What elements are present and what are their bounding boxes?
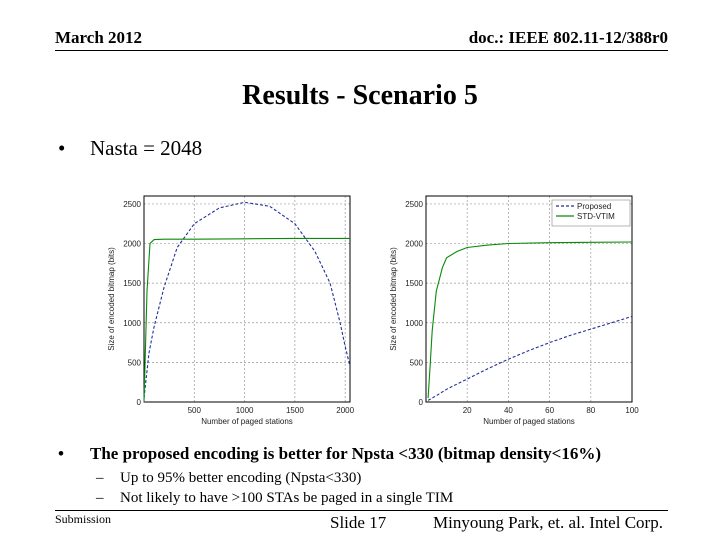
y-tick-label: 500	[127, 358, 141, 368]
x-axis-label: Number of paged stations	[483, 417, 575, 426]
x-tick-label: 100	[625, 406, 639, 415]
bullet-marker: •	[58, 444, 64, 463]
y-axis-label: Size of encoded bitmap (bits)	[107, 247, 116, 351]
x-tick-label: 1500	[285, 406, 304, 415]
x-tick-label: 1000	[235, 406, 254, 415]
header-doc-id: doc.: IEEE 802.11-12/388r0	[468, 28, 668, 47]
footer-submission: Submission	[55, 512, 112, 526]
y-tick-label: 0	[136, 398, 141, 407]
x-tick-label: 500	[187, 406, 201, 415]
chart-right	[382, 190, 644, 430]
x-tick-label: 80	[586, 406, 596, 415]
x-axis-label: Number of paged stations	[201, 417, 293, 426]
slide-title: Results - Scenario 5	[242, 80, 478, 111]
y-tick-label: 2000	[123, 239, 141, 249]
header-date: March 2012	[55, 28, 143, 47]
footer-author: Minyoung Park, et. al. Intel Corp.	[433, 513, 663, 532]
bullet-nasta	[58, 136, 202, 161]
y-tick-label: 2000	[405, 239, 423, 249]
y-tick-label: 0	[418, 398, 423, 407]
y-axis-label: Size of encoded bitmap (bits)	[389, 247, 398, 351]
chart-left	[100, 190, 362, 430]
y-tick-label: 2500	[123, 199, 141, 209]
footer-slide-number: Slide 17	[330, 513, 387, 532]
x-tick-label: 20	[462, 406, 472, 415]
sub-bullet-marker: –	[96, 490, 104, 506]
sub-bullet-text: Not likely to have >100 STAs be paged in a single TIM	[120, 490, 454, 506]
sub-bullet-2	[96, 490, 453, 507]
legend-label: Proposed	[577, 202, 612, 211]
y-tick-label: 2500	[405, 199, 423, 209]
bullet-conclusion	[58, 444, 601, 464]
bullet-text: Nasta = 2048	[90, 136, 203, 160]
legend-label: STD-VTIM	[577, 212, 615, 221]
header-rule	[55, 50, 668, 51]
sub-bullet-text: Up to 95% better encoding (Npsta<330)	[120, 470, 362, 486]
y-tick-label: 1500	[123, 279, 141, 289]
sub-bullet-marker: –	[96, 470, 104, 486]
chart-background	[100, 190, 362, 430]
footer-rule	[55, 510, 668, 511]
y-tick-label: 1000	[123, 318, 141, 328]
y-tick-label: 1500	[405, 279, 423, 289]
y-tick-label: 500	[409, 358, 423, 368]
x-tick-label: 40	[503, 406, 513, 415]
bullet-marker: •	[58, 136, 66, 160]
x-tick-label: 2000	[336, 406, 355, 415]
y-tick-label: 1000	[405, 318, 423, 328]
chart-left-svg	[100, 190, 362, 430]
chart-right-svg	[382, 190, 644, 430]
x-tick-label: 60	[545, 406, 555, 415]
bullet-text: The proposed encoding is better for Npsta <330 (bitmap density<16%)	[90, 444, 601, 463]
sub-bullet-1	[96, 470, 361, 487]
